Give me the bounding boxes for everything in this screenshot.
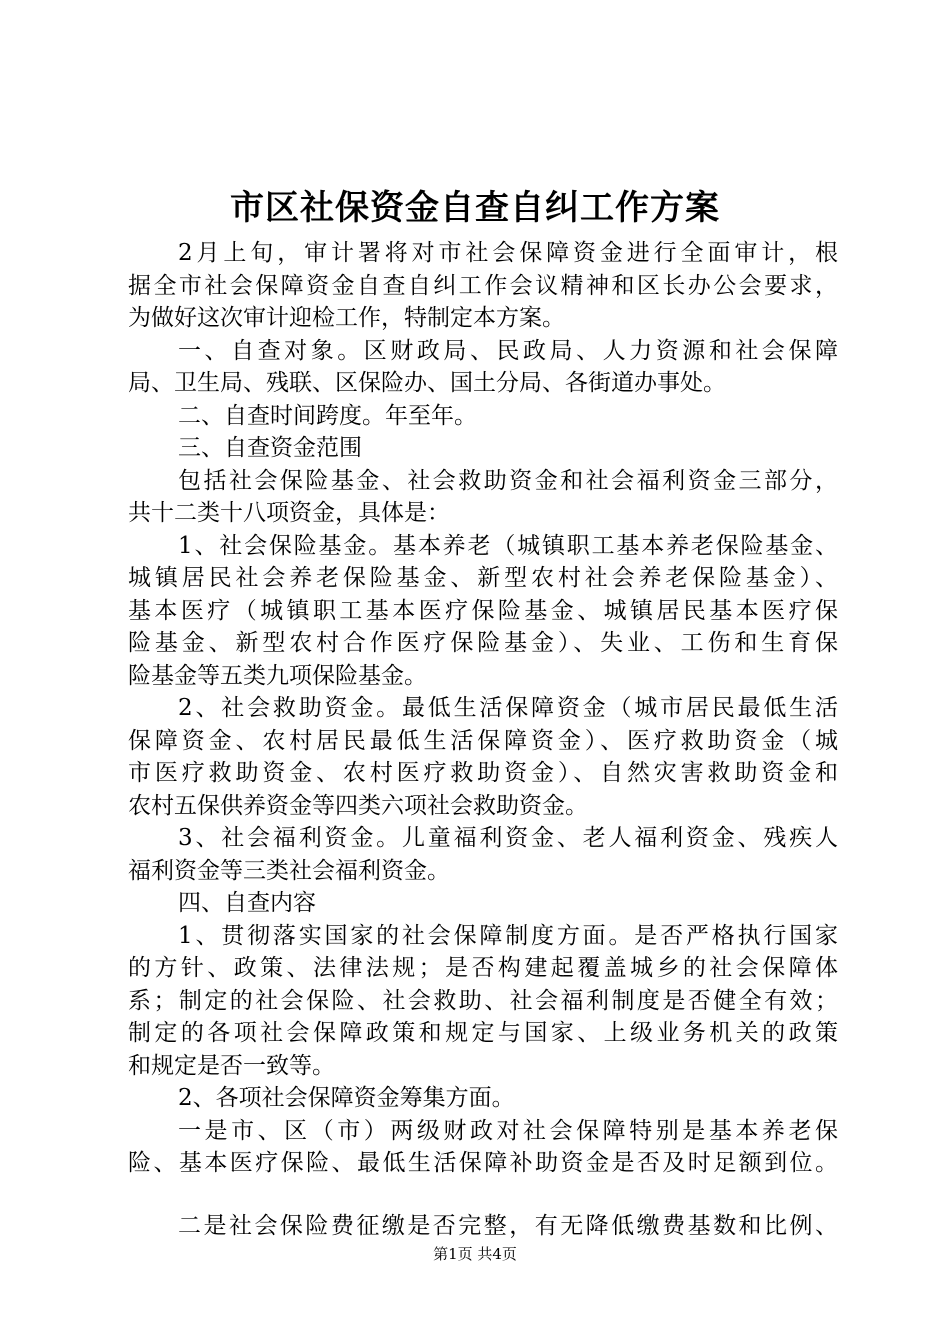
paragraph-line: 共十二类十八项资金，具体是： bbox=[128, 500, 450, 526]
paragraph-line: 包括社会保险基金、社会救助资金和社会福利资金三部分， bbox=[178, 467, 838, 494]
paragraph-line: 保障资金、农村居民最低生活保障资金）、医疗救助资金（城 bbox=[128, 727, 838, 754]
paragraph-gap bbox=[128, 1180, 838, 1210]
paragraph-line: 和规定是否一致等。 bbox=[128, 1052, 335, 1079]
document-body bbox=[128, 237, 838, 1242]
paragraph-line: 2、社会救助资金。最低生活保障资金（城市居民最低生活 bbox=[178, 695, 838, 721]
paragraph-line: 险基金等五类九项保险基金。 bbox=[128, 662, 427, 689]
paragraph-line: 制定的各项社会保障政策和规定与国家、上级业务机关的政策 bbox=[128, 1020, 838, 1046]
paragraph-line: 2月上旬，审计署将对市社会保障资金进行全面审计，根 bbox=[178, 240, 838, 266]
paragraph-line: 二、自查时间跨度。年至年。 bbox=[178, 402, 477, 429]
paragraph-line: 三、自查资金范围 bbox=[178, 435, 362, 461]
paragraph-line: 二是社会保险费征缴是否完整，有无降低缴费基数和比例、 bbox=[178, 1212, 838, 1239]
paragraph-line: 市医疗救助资金、农村医疗救助资金）、自然灾害救助资金和 bbox=[128, 760, 838, 786]
paragraph-line: 为做好这次审计迎检工作，特制定本方案。 bbox=[128, 305, 565, 331]
paragraph-line: 基本医疗（城镇职工基本医疗保险基金、城镇居民基本医疗保 bbox=[128, 597, 838, 624]
paragraph-line: 据全市社会保障资金自查自纠工作会议精神和区长办公会要求， bbox=[128, 272, 838, 299]
paragraph-line: 1、社会保险基金。基本养老（城镇职工基本养老保险基金、 bbox=[178, 532, 838, 559]
paragraph-line: 3、社会福利资金。儿童福利资金、老人福利资金、残疾人 bbox=[178, 825, 838, 851]
paragraph-line: 四、自查内容 bbox=[178, 890, 316, 916]
paragraph-line: 险基金、新型农村合作医疗保险基金）、失业、工伤和生育保 bbox=[128, 630, 838, 656]
paragraph-line: 一是市、区（市）两级财政对社会保障特别是基本养老保 bbox=[178, 1117, 838, 1144]
page-footer: 第1页 共4页 bbox=[433, 1245, 517, 1263]
document-title: 市区社保资金自查自纠工作方案 bbox=[230, 188, 720, 228]
paragraph-line: 一、自查对象。区财政局、民政局、人力资源和社会保障 bbox=[178, 337, 838, 364]
paragraph-line: 险、基本医疗保险、最低生活保障补助资金是否及时足额到位。 bbox=[128, 1150, 838, 1176]
paragraph-line: 局、卫生局、残联、区保险办、国土分局、各街道办事处。 bbox=[128, 370, 726, 396]
paragraph-line: 2、各项社会保障资金筹集方面。 bbox=[178, 1085, 515, 1111]
paragraph-line: 系；制定的社会保险、社会救助、社会福利制度是否健全有效； bbox=[128, 987, 838, 1014]
paragraph-line: 福利资金等三类社会福利资金。 bbox=[128, 857, 450, 884]
paragraph-line: 农村五保供养资金等四类六项社会救助资金。 bbox=[128, 792, 588, 819]
paragraph-line: 的方针、政策、法律法规；是否构建起覆盖城乡的社会保障体 bbox=[128, 955, 838, 981]
paragraph-line: 1、贯彻落实国家的社会保障制度方面。是否严格执行国家 bbox=[178, 922, 838, 949]
paragraph-line: 城镇居民社会养老保险基金、新型农村社会养老保险基金）、 bbox=[128, 565, 838, 591]
